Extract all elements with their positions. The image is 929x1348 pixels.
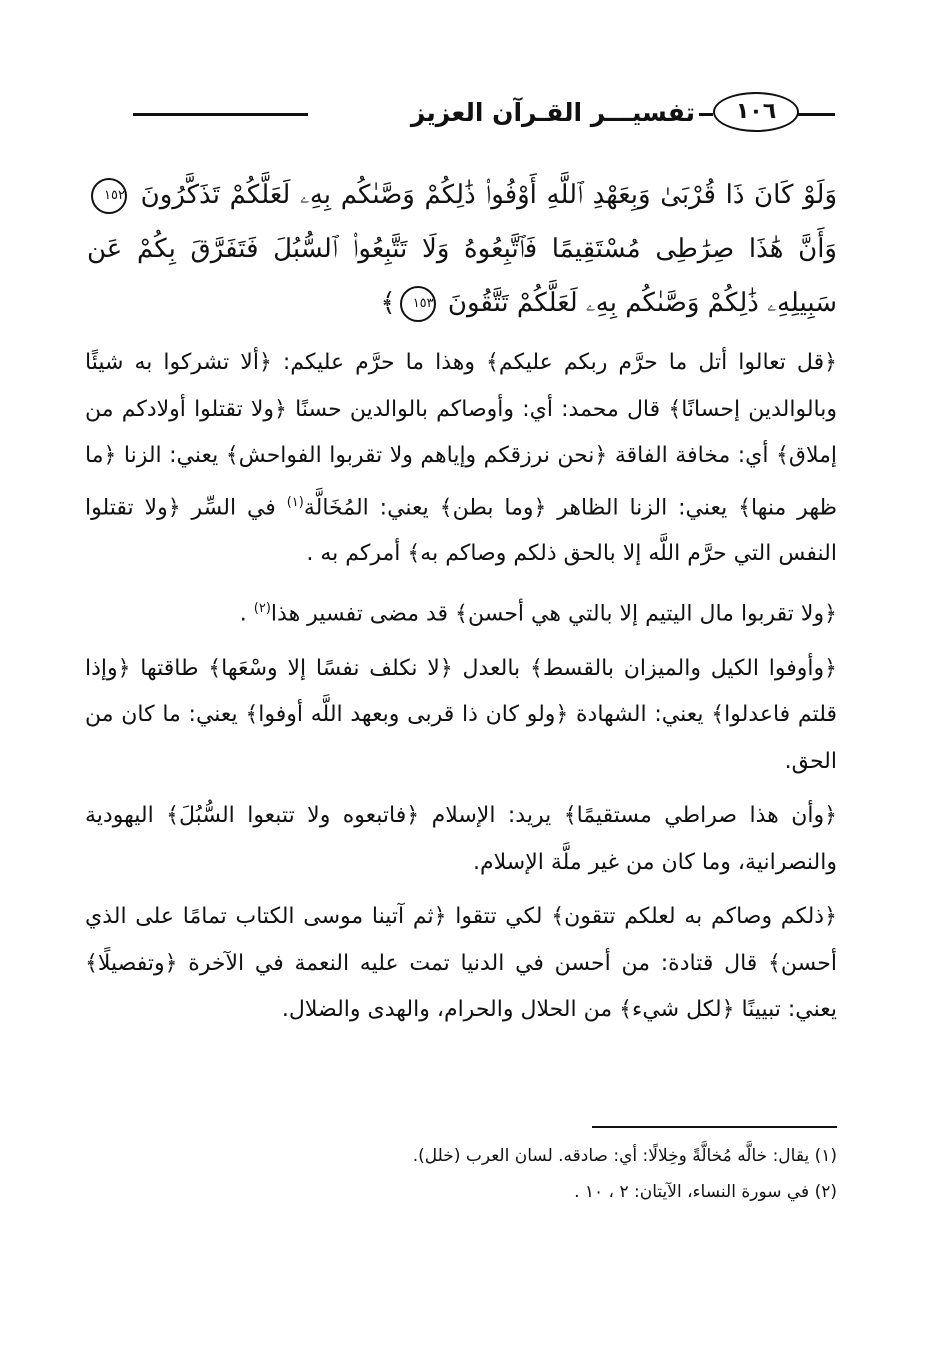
paragraph: ﴿ولا تقربوا مال اليتيم إلا بالتي هي أحسن﴾ قد مضى تفسير هذا$^{(٢)}$ . [239, 600, 837, 627]
page-number: ١٠٦ [713, 92, 799, 132]
footnote-1: (١) يقال: خالَّه مُخالَّةً وخِلالًا: أي: صادقه. لسان العرب (خلل). [412, 1146, 837, 1166]
verse-text-153: وَأَنَّ هَٰذَا صِرَٰطِى مُسْتَقِيمًا فَٱتَّبِعُوهُ وَلَا تَتَّبِعُوا۟ ٱلسُّبُلَ فَتَفَرَّقَ بِكُمْ عَن سَبِيلِهِۦ ذَٰلِكُمْ وَصَّىٰكُم بِهِۦ لَعَلَّكُمْ تَتَّقُونَ [87, 234, 837, 318]
page-header [95, 88, 835, 138]
footnote-2: (٢) في سورة النساء، الآيتان: ٢ ، ١٠ . [574, 1182, 837, 1202]
verse-end-bracket: ﴾ [380, 288, 396, 318]
commentary-body [85, 340, 837, 1042]
header-rule-right [797, 113, 835, 116]
paragraph: ﴿وأوفوا الكيل والميزان بالقسط﴾ بالعدل ﴿لا نكلف نفسًا إلا وسْعَها﴾ طاقتها ﴿وإذا قلتم فاعدلوا﴾ يعني: الشهادة ﴿ولو كان ذا قربى وبعهد اللَّه أوفوا﴾ يعني: ما كان من الحق. [85, 655, 837, 774]
footnotes [85, 1138, 837, 1210]
footnote-ref[interactable]: (٢) [253, 600, 271, 616]
quran-verse-block [87, 168, 837, 330]
footnote-divider [592, 1126, 837, 1128]
header-rule-middle [699, 113, 713, 116]
ayah-number-153: ١٥٣ [400, 286, 436, 322]
footnote-ref[interactable]: (١) [286, 494, 304, 510]
header-rule-left [133, 113, 308, 116]
paragraph: ﴿وأن هذا صراطي مستقيمًا﴾ يريد: الإسلام ﴿فاتبعوه ولا تتبعوا السُّبُلَ﴾ اليهودية والنصرانية، وما كان من غير ملَّة الإسلام. [85, 803, 837, 875]
paragraph: ﴿ذلكم وصاكم به لعلكم تتقون﴾ لكي تتقوا ﴿ثم آتينا موسى الكتاب تمامًا على الذي أحسن﴾ قال قتادة: من أحسن في الدنيا تمت عليه النعمة في الآخرة ﴿وتفصيلًا﴾ يعني: تبيينًا ﴿لكل شيء﴾ من الحلال والحرام، والهدى والضلال. [85, 904, 837, 1023]
ayah-number-152: ١٥٢ [91, 178, 127, 214]
verse-text-152: وَلَوْ كَانَ ذَا قُرْبَىٰ وَبِعَهْدِ ٱللَّهِ أَوْفُوا۟ ذَٰلِكُمْ وَصَّىٰكُم بِهِۦ لَعَلَّكُمْ تَذَكَّرُونَ [140, 180, 838, 210]
book-title: تفسيـــر القـرآن العزيز [410, 98, 695, 127]
paragraph: ﴿قل تعالوا أتل ما حرَّم ربكم عليكم﴾ وهذا ما حرَّم عليكم: ﴿ألا تشركوا به شيئًا وبالوالدين إحسانًا﴾ قال محمد: أي: وأوصاكم بالوالدين حسنًا ﴿ولا تقتلوا أولادكم من إملاق﴾ أي: مخافة الفاقة ﴿نحن نرزقكم وإياهم ولا تقربوا الفواحش﴾ يعني: الزنا ﴿ما ظهر منها﴾ يعني: الزنا الظاهر ﴿وما بطن﴾ يعني: المُخَالَّة$^{(١)}$ في السِّر ﴿ولا تقتلوا النفس التي حرَّم اللَّه إلا بالحق ذلكم وصاكم به﴾ أمركم به . [85, 350, 837, 567]
